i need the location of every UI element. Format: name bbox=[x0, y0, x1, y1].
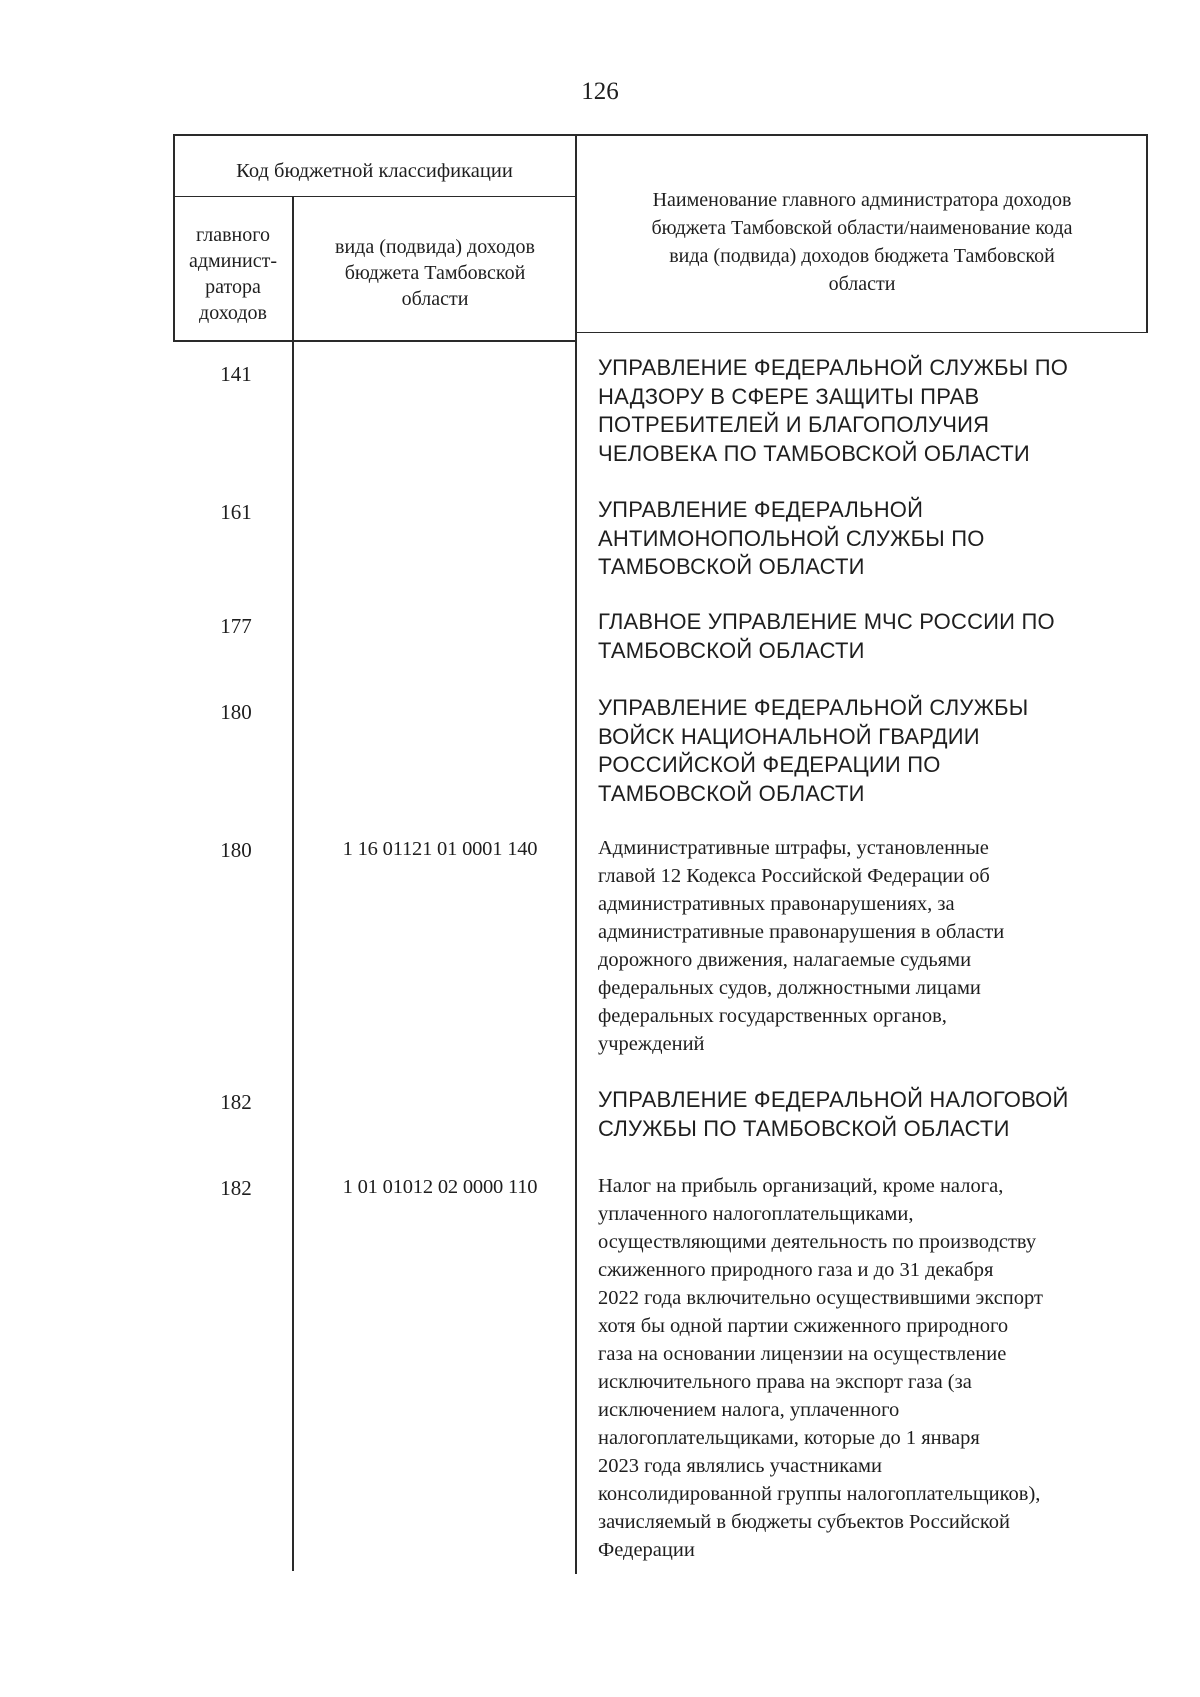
admin-code: 180 bbox=[220, 838, 252, 862]
name-line: СЛУЖБЫ ПО ТАМБОВСКОЙ ОБЛАСТИ bbox=[598, 1115, 1010, 1141]
income-code: 1 16 01121 01 0001 140 bbox=[342, 838, 538, 860]
name-line: УПРАВЛЕНИЕ ФЕДЕРАЛЬНОЙ СЛУЖБЫ bbox=[598, 695, 1029, 720]
name-line: УПРАВЛЕНИЕ ФЕДЕРАЛЬНОЙ СЛУЖБЫ ПО bbox=[598, 355, 1069, 380]
header-group-title: Код бюджетной классификации bbox=[236, 160, 513, 182]
name-line: 2022 года включительно осуществившими экспорт bbox=[598, 1287, 1043, 1309]
name-line: Налог на прибыль организаций, кроме налога, bbox=[598, 1175, 1004, 1197]
name-line: консолидированной группы налогоплательщиков), bbox=[598, 1483, 1041, 1505]
admin-code: 180 bbox=[220, 700, 252, 724]
name-line: УПРАВЛЕНИЕ ФЕДЕРАЛЬНОЙ bbox=[598, 497, 924, 522]
income-description bbox=[598, 834, 1158, 1058]
name-line: Федерации bbox=[598, 1539, 695, 1561]
name-line: федеральных судов, должностными лицами bbox=[598, 977, 981, 999]
name-line: ТАМБОВСКОЙ ОБЛАСТИ bbox=[598, 554, 865, 579]
name-line: НАДЗОРУ В СФЕРЕ ЗАЩИТЫ ПРАВ bbox=[598, 383, 980, 409]
name-line: административные правонарушения в области bbox=[598, 921, 1005, 943]
page-number: 126 bbox=[581, 78, 619, 105]
name-line: АНТИМОНОПОЛЬНОЙ СЛУЖБЫ ПО bbox=[598, 525, 985, 551]
name-line: зачисляемый в бюджеты субъектов Российской bbox=[598, 1511, 1011, 1533]
name-line: ВОЙСК НАЦИОНАЛЬНОЙ ГВАРДИИ bbox=[598, 723, 980, 749]
admin-code: 182 bbox=[220, 1090, 252, 1114]
name-line: Административные штрафы, установленные bbox=[598, 837, 989, 859]
name-line: главой 12 Кодекса Российской Федерации об bbox=[598, 865, 990, 887]
income-code: 1 01 01012 02 0000 110 bbox=[342, 1176, 538, 1198]
name-line: ПОТРЕБИТЕЛЕЙ И БЛАГОПОЛУЧИЯ bbox=[598, 412, 990, 437]
administrator-name bbox=[598, 354, 1158, 468]
name-line: исключительного права на экспорт газа (за bbox=[598, 1371, 972, 1393]
admin-code: 161 bbox=[220, 500, 252, 524]
name-line: газа на основании лицензии на осуществление bbox=[598, 1343, 1007, 1365]
administrator-name bbox=[598, 496, 1158, 582]
admin-code: 141 bbox=[220, 362, 252, 386]
income-description bbox=[598, 1172, 1158, 1564]
header-bottom-border-right bbox=[575, 332, 1148, 333]
administrator-name bbox=[598, 608, 1158, 665]
name-line: учреждений bbox=[598, 1033, 705, 1055]
table-top-border bbox=[173, 134, 1148, 136]
name-line: дорожного движения, налагаемые судьями bbox=[598, 949, 972, 971]
admin-code: 182 bbox=[220, 1176, 252, 1200]
column-divider-1 bbox=[292, 196, 294, 1571]
name-line: ЧЕЛОВЕКА ПО ТАМБОВСКОЙ ОБЛАСТИ bbox=[598, 440, 1030, 466]
name-line: 2023 года являлись участниками bbox=[598, 1455, 882, 1477]
header-income-code: вида (подвида) доходов бюджета Тамбовской области bbox=[335, 236, 535, 310]
name-line: УПРАВЛЕНИЕ ФЕДЕРАЛЬНОЙ НАЛОГОВОЙ bbox=[598, 1087, 1069, 1112]
name-line: хотя бы одной партии сжиженного природного bbox=[598, 1315, 1009, 1337]
admin-code: 177 bbox=[220, 614, 252, 638]
administrator-name bbox=[598, 1086, 1158, 1143]
header-admin-code: главного админист- ратора доходов bbox=[188, 224, 278, 324]
name-line: ТАМБОВСКОЙ ОБЛАСТИ bbox=[598, 780, 865, 806]
administrator-name bbox=[598, 694, 1158, 808]
header-bottom-border bbox=[173, 340, 575, 342]
name-line: ТАМБОВСКОЙ ОБЛАСТИ bbox=[598, 637, 865, 663]
name-line: налогоплательщиками, которые до 1 января bbox=[598, 1427, 980, 1449]
name-line: сжиженного природного газа и до 31 декабря bbox=[598, 1259, 994, 1281]
name-line: исключением налога, уплаченного bbox=[598, 1399, 900, 1421]
name-line: ГЛАВНОЕ УПРАВЛЕНИЕ МЧС РОССИИ ПО bbox=[598, 609, 1055, 634]
header-group-divider bbox=[173, 196, 575, 197]
table-right-border bbox=[1146, 134, 1148, 332]
name-line: федеральных государственных органов, bbox=[598, 1005, 947, 1027]
name-line: РОССИЙСКОЙ ФЕДЕРАЦИИ ПО bbox=[598, 752, 941, 777]
name-line: уплаченного налогоплательщиками, bbox=[598, 1203, 914, 1225]
header-name: Наименование главного администратора доходов бюджета Тамбовской области/наименование кода вида (подвида) доходов бюджета Тамбовской области bbox=[651, 189, 1073, 295]
name-line: административных правонарушениях, за bbox=[598, 893, 955, 915]
name-line: осуществляющими деятельность по производству bbox=[598, 1231, 1037, 1253]
